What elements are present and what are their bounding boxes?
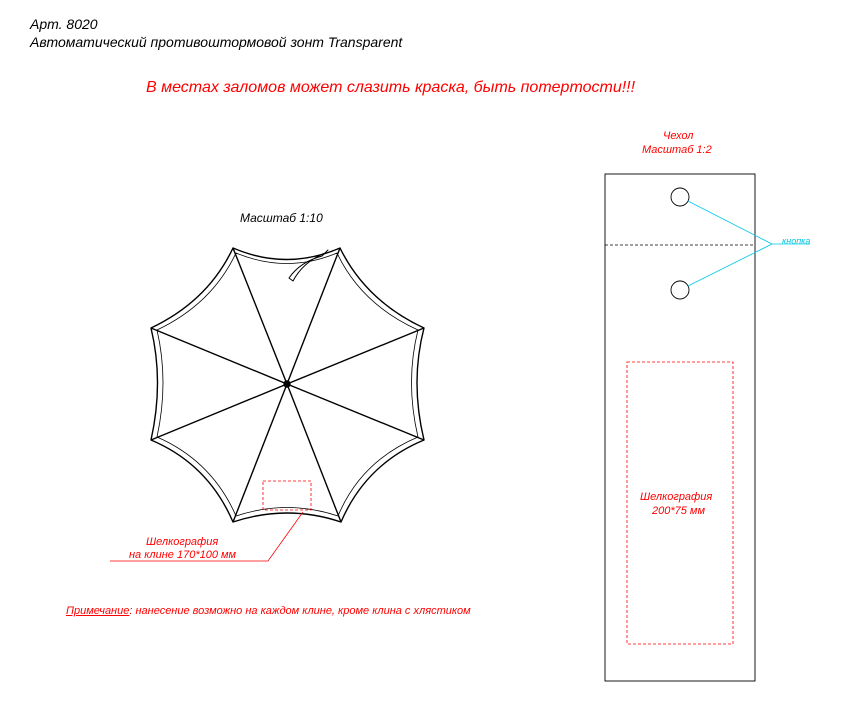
umbrella-rib — [233, 384, 287, 522]
case-silkscreen-label: Шелкография — [640, 491, 713, 503]
umbrella-rib — [287, 384, 341, 522]
article-number: Арт. 8020 — [30, 16, 98, 32]
umbrella-scale-label: Масштаб 1:10 — [240, 211, 323, 225]
note-text: : нанесение возможно на каждом клине, кроме клина с хлястиком — [129, 605, 471, 617]
umbrella-strap — [289, 250, 328, 281]
umbrella-center-cap — [284, 381, 290, 387]
umbrella-rib — [287, 248, 340, 384]
umbrella-silkscreen-area — [263, 481, 311, 510]
umbrella-top-view — [151, 248, 424, 522]
umbrella-rib — [233, 248, 287, 384]
note-label: Примечание — [66, 605, 130, 617]
case-silkscreen-area — [627, 362, 733, 644]
umbrella-rib — [151, 328, 287, 384]
product-name: Автоматический противоштормовой зонт Transparent — [30, 34, 403, 50]
umbrella-rib — [151, 384, 287, 440]
umbrella-silkscreen-size: на клине 170*100 мм — [129, 549, 237, 561]
case-snap-button — [671, 188, 689, 206]
snap-leader-line — [688, 244, 772, 286]
note — [66, 605, 471, 617]
umbrella-silkscreen-label: Шелкография — [146, 536, 219, 548]
snap-leader-line — [688, 201, 772, 244]
umbrella-rib — [287, 384, 424, 440]
warning-text: В местах заломов может слазить краска, быть потертости!!! — [146, 79, 636, 96]
case-drawing — [605, 174, 810, 681]
case-outline — [605, 174, 755, 681]
case-silkscreen-size: 200*75 мм — [652, 505, 706, 517]
case-scale-label: Масштаб 1:2 — [642, 144, 712, 156]
case-snap-button — [671, 281, 689, 299]
snap-label: кнопка — [782, 236, 811, 246]
case-title: Чехол — [663, 130, 694, 142]
umbrella-rib — [287, 328, 424, 384]
